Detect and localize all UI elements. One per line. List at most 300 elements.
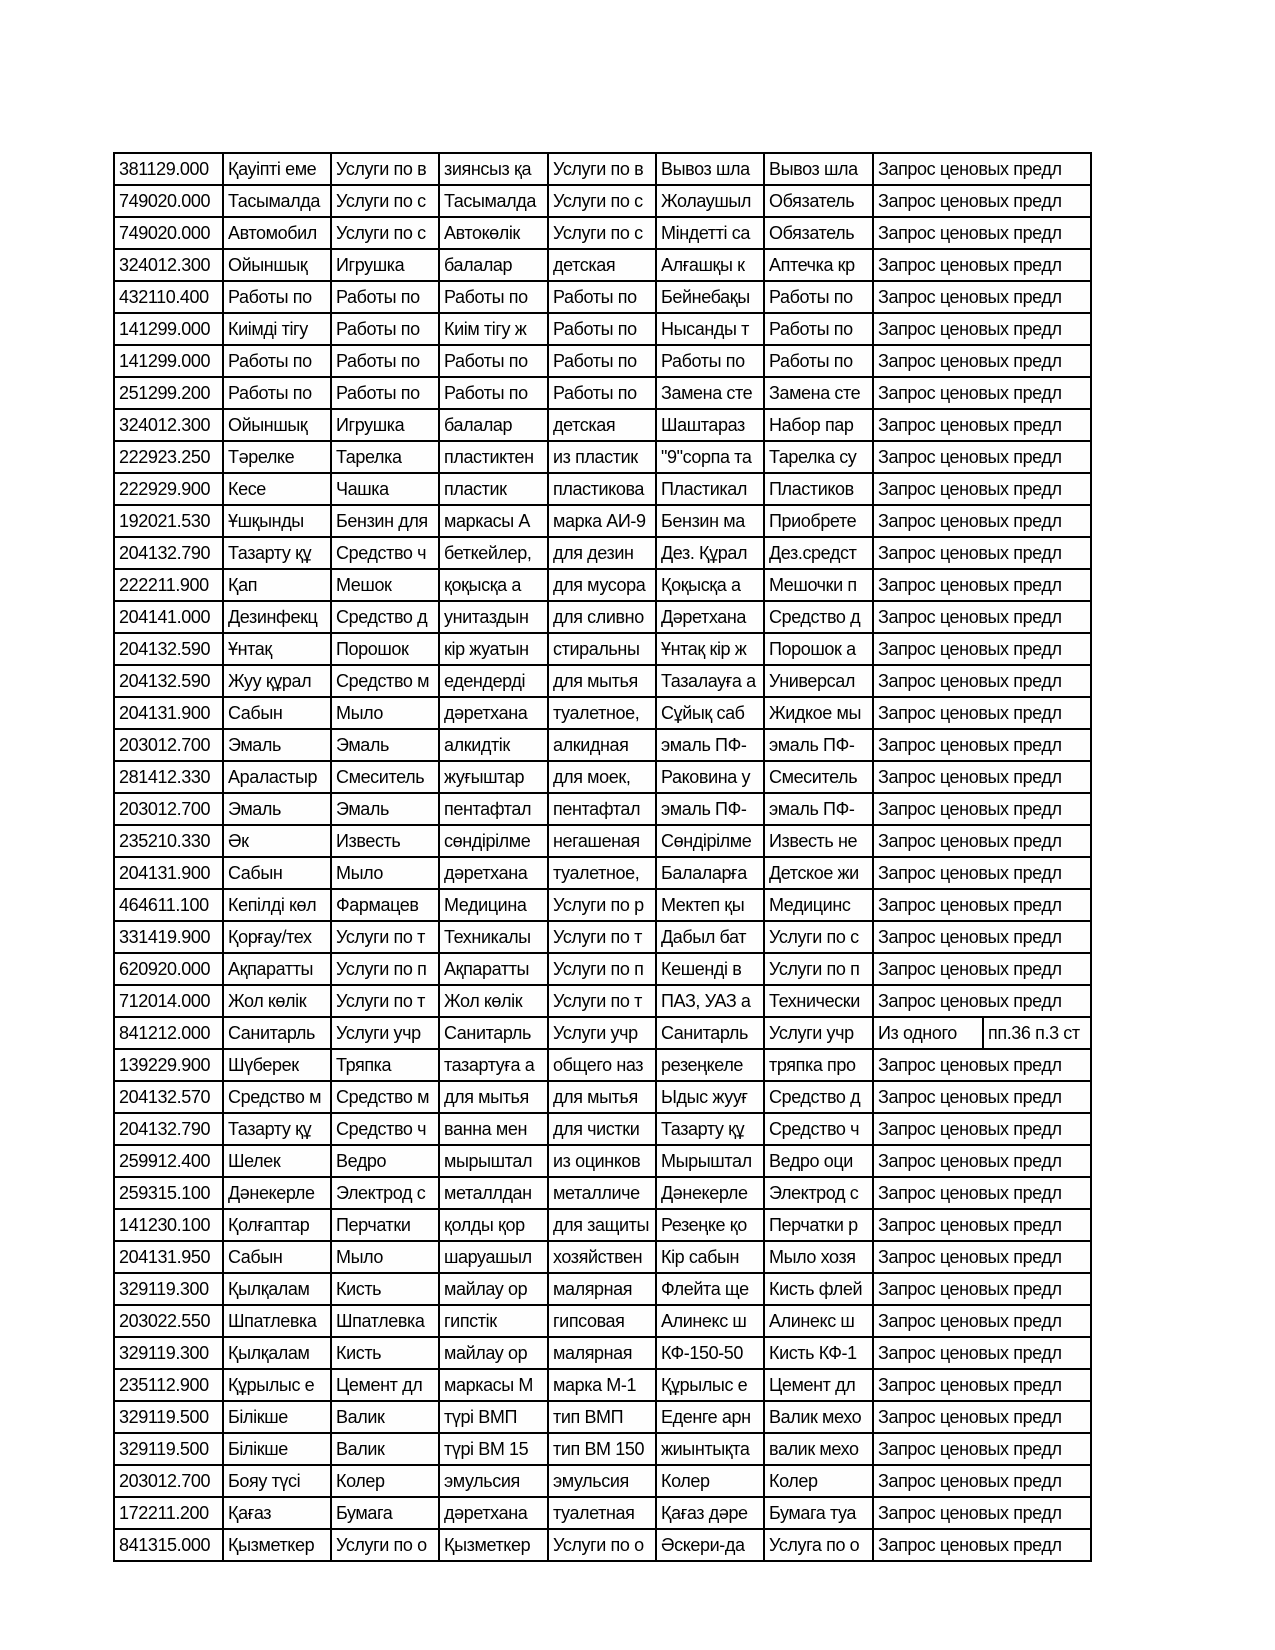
cell-desc-kz: Работы по bbox=[439, 281, 548, 313]
cell-name-kz: Қауіпті еме bbox=[223, 153, 331, 185]
cell-desc-kz: пентафтал bbox=[439, 793, 548, 825]
cell-basis: пп.36 п.3 ст bbox=[983, 1017, 1091, 1049]
cell-desc-ru: общего наз bbox=[548, 1049, 656, 1081]
cell-name-ru: Средство м bbox=[331, 1081, 439, 1113]
cell-char-kz: Алғашқы к bbox=[656, 249, 764, 281]
cell-name-ru: Услуги по п bbox=[331, 953, 439, 985]
cell-method: Запрос ценовых предл bbox=[873, 1081, 1091, 1113]
cell-name-ru: Услуги по в bbox=[331, 153, 439, 185]
cell-method: Запрос ценовых предл bbox=[873, 985, 1091, 1017]
cell-code: 464611.100 bbox=[114, 889, 223, 921]
cell-char-ru: Медицинс bbox=[764, 889, 873, 921]
cell-name-kz: Сабын bbox=[223, 697, 331, 729]
table-row bbox=[114, 249, 1091, 281]
cell-desc-kz: алкидтік bbox=[439, 729, 548, 761]
cell-char-ru: Детское жи bbox=[764, 857, 873, 889]
cell-char-ru: Работы по bbox=[764, 345, 873, 377]
table-row bbox=[114, 793, 1091, 825]
cell-desc-kz: Санитарль bbox=[439, 1017, 548, 1049]
cell-char-kz: Бензин ма bbox=[656, 505, 764, 537]
cell-desc-ru: марка АИ-9 bbox=[548, 505, 656, 537]
cell-desc-kz: балалар bbox=[439, 249, 548, 281]
cell-code: 281412.330 bbox=[114, 761, 223, 793]
cell-desc-ru: пластикова bbox=[548, 473, 656, 505]
cell-char-kz: Мырыштал bbox=[656, 1145, 764, 1177]
cell-desc-kz: маркасы М bbox=[439, 1369, 548, 1401]
cell-name-ru: Цемент дл bbox=[331, 1369, 439, 1401]
cell-desc-ru: для дезин bbox=[548, 537, 656, 569]
cell-name-kz: Шпатлевка bbox=[223, 1305, 331, 1337]
cell-method: Запрос ценовых предл bbox=[873, 441, 1091, 473]
cell-desc-kz: эмульсия bbox=[439, 1465, 548, 1497]
cell-name-kz: Араластыр bbox=[223, 761, 331, 793]
cell-code: 204131.950 bbox=[114, 1241, 223, 1273]
table-row bbox=[114, 505, 1091, 537]
cell-code: 235112.900 bbox=[114, 1369, 223, 1401]
cell-char-ru: Пластиков bbox=[764, 473, 873, 505]
cell-desc-ru: Работы по bbox=[548, 281, 656, 313]
cell-char-kz: Дәретхана bbox=[656, 601, 764, 633]
cell-desc-kz: жуғыштар bbox=[439, 761, 548, 793]
table-row bbox=[114, 601, 1091, 633]
cell-desc-kz: Ақпаратты bbox=[439, 953, 548, 985]
cell-desc-kz: Автокөлік bbox=[439, 217, 548, 249]
cell-char-kz: эмаль ПФ- bbox=[656, 729, 764, 761]
cell-char-kz: Әскери-да bbox=[656, 1529, 764, 1561]
table-row bbox=[114, 1433, 1091, 1465]
cell-char-ru: Известь не bbox=[764, 825, 873, 857]
cell-name-ru: Средство ч bbox=[331, 537, 439, 569]
cell-char-ru: эмаль ПФ- bbox=[764, 729, 873, 761]
cell-desc-ru: для моек, bbox=[548, 761, 656, 793]
cell-char-ru: Технически bbox=[764, 985, 873, 1017]
cell-desc-kz: ванна мен bbox=[439, 1113, 548, 1145]
cell-name-kz: Тазарту құ bbox=[223, 537, 331, 569]
table-row bbox=[114, 1017, 1091, 1049]
cell-desc-ru: марка М-1 bbox=[548, 1369, 656, 1401]
cell-name-kz: Ұнтақ bbox=[223, 633, 331, 665]
cell-char-kz: Міндетті са bbox=[656, 217, 764, 249]
cell-method: Запрос ценовых предл bbox=[873, 1337, 1091, 1369]
cell-char-kz: Нысанды т bbox=[656, 313, 764, 345]
cell-method: Запрос ценовых предл bbox=[873, 313, 1091, 345]
cell-name-kz: Сабын bbox=[223, 857, 331, 889]
cell-desc-ru: Работы по bbox=[548, 345, 656, 377]
cell-char-ru: Дез.средст bbox=[764, 537, 873, 569]
cell-char-kz: Тазарту құ bbox=[656, 1113, 764, 1145]
cell-name-ru: Услуги по с bbox=[331, 185, 439, 217]
table-row bbox=[114, 1465, 1091, 1497]
cell-name-ru: Мешок bbox=[331, 569, 439, 601]
cell-char-kz: Пластикал bbox=[656, 473, 764, 505]
cell-desc-kz: дәретхана bbox=[439, 857, 548, 889]
cell-char-kz: Колер bbox=[656, 1465, 764, 1497]
cell-desc-kz: тазартуға а bbox=[439, 1049, 548, 1081]
cell-method: Запрос ценовых предл bbox=[873, 473, 1091, 505]
cell-method: Запрос ценовых предл bbox=[873, 1241, 1091, 1273]
cell-char-ru: эмаль ПФ- bbox=[764, 793, 873, 825]
cell-name-kz: Қылқалам bbox=[223, 1273, 331, 1305]
table-row bbox=[114, 1209, 1091, 1241]
cell-name-kz: Работы по bbox=[223, 281, 331, 313]
cell-desc-kz: маркасы А bbox=[439, 505, 548, 537]
cell-char-kz: КФ-150-50 bbox=[656, 1337, 764, 1369]
cell-desc-kz: түрі ВМП bbox=[439, 1401, 548, 1433]
cell-char-ru: Средство д bbox=[764, 1081, 873, 1113]
cell-name-kz: Әк bbox=[223, 825, 331, 857]
cell-char-ru: Средство д bbox=[764, 601, 873, 633]
cell-name-ru: Услуги по с bbox=[331, 217, 439, 249]
cell-code: 329119.500 bbox=[114, 1401, 223, 1433]
cell-name-ru: Работы по bbox=[331, 313, 439, 345]
cell-method: Запрос ценовых предл bbox=[873, 889, 1091, 921]
cell-code: 620920.000 bbox=[114, 953, 223, 985]
cell-desc-ru: Услуги по с bbox=[548, 217, 656, 249]
cell-name-ru: Игрушка bbox=[331, 249, 439, 281]
cell-name-ru: Порошок bbox=[331, 633, 439, 665]
cell-code: 141230.100 bbox=[114, 1209, 223, 1241]
cell-desc-ru: алкидная bbox=[548, 729, 656, 761]
cell-char-kz: Раковина у bbox=[656, 761, 764, 793]
cell-desc-ru: для сливно bbox=[548, 601, 656, 633]
cell-char-ru: Бумага туа bbox=[764, 1497, 873, 1529]
cell-char-ru: Ведро оци bbox=[764, 1145, 873, 1177]
cell-name-kz: Тасымалда bbox=[223, 185, 331, 217]
cell-desc-kz: Техникалы bbox=[439, 921, 548, 953]
table-row bbox=[114, 1049, 1091, 1081]
cell-desc-ru: малярная bbox=[548, 1337, 656, 1369]
cell-char-ru: Работы по bbox=[764, 313, 873, 345]
table-row bbox=[114, 1305, 1091, 1337]
cell-name-kz: Шелек bbox=[223, 1145, 331, 1177]
cell-desc-kz: едендерді bbox=[439, 665, 548, 697]
cell-char-kz: Кешенді в bbox=[656, 953, 764, 985]
cell-name-kz: Қолғаптар bbox=[223, 1209, 331, 1241]
cell-char-kz: Тазалауға а bbox=[656, 665, 764, 697]
cell-code: 841315.000 bbox=[114, 1529, 223, 1561]
cell-name-ru: Бумага bbox=[331, 1497, 439, 1529]
cell-desc-kz: мырыштал bbox=[439, 1145, 548, 1177]
cell-char-kz: Сұйық саб bbox=[656, 697, 764, 729]
cell-char-kz: Ұнтақ кір ж bbox=[656, 633, 764, 665]
cell-name-kz: Ұшқынды bbox=[223, 505, 331, 537]
table-row bbox=[114, 633, 1091, 665]
cell-name-ru: Тарелка bbox=[331, 441, 439, 473]
cell-char-ru: Цемент дл bbox=[764, 1369, 873, 1401]
cell-name-ru: Валик bbox=[331, 1433, 439, 1465]
cell-method: Запрос ценовых предл bbox=[873, 1401, 1091, 1433]
cell-code: 222929.900 bbox=[114, 473, 223, 505]
cell-code: 749020.000 bbox=[114, 185, 223, 217]
cell-name-kz: Кепілді көл bbox=[223, 889, 331, 921]
cell-code: 259315.100 bbox=[114, 1177, 223, 1209]
cell-name-kz: Жол көлік bbox=[223, 985, 331, 1017]
cell-desc-ru: хозяйствен bbox=[548, 1241, 656, 1273]
table-row bbox=[114, 1369, 1091, 1401]
cell-code: 331419.900 bbox=[114, 921, 223, 953]
cell-desc-kz: гипстік bbox=[439, 1305, 548, 1337]
table-row bbox=[114, 313, 1091, 345]
cell-code: 329119.300 bbox=[114, 1337, 223, 1369]
cell-name-ru: Смеситель bbox=[331, 761, 439, 793]
cell-name-kz: Ойыншық bbox=[223, 249, 331, 281]
cell-desc-kz: кір жуатын bbox=[439, 633, 548, 665]
cell-desc-kz: зиянсыз қа bbox=[439, 153, 548, 185]
cell-char-ru: Обязатель bbox=[764, 217, 873, 249]
cell-code: 139229.900 bbox=[114, 1049, 223, 1081]
cell-method: Запрос ценовых предл bbox=[873, 281, 1091, 313]
cell-method: Запрос ценовых предл bbox=[873, 377, 1091, 409]
cell-char-ru: валик мехо bbox=[764, 1433, 873, 1465]
cell-code: 841212.000 bbox=[114, 1017, 223, 1049]
cell-name-ru: Средство д bbox=[331, 601, 439, 633]
cell-name-ru: Шпатлевка bbox=[331, 1305, 439, 1337]
cell-method: Запрос ценовых предл bbox=[873, 825, 1091, 857]
cell-desc-kz: пластик bbox=[439, 473, 548, 505]
cell-name-kz: Білікше bbox=[223, 1401, 331, 1433]
table-row bbox=[114, 1401, 1091, 1433]
table-row bbox=[114, 665, 1091, 697]
cell-method: Запрос ценовых предл bbox=[873, 185, 1091, 217]
table-row bbox=[114, 857, 1091, 889]
cell-char-kz: Работы по bbox=[656, 345, 764, 377]
cell-desc-ru: негашеная bbox=[548, 825, 656, 857]
cell-name-ru: Работы по bbox=[331, 377, 439, 409]
table-row bbox=[114, 1529, 1091, 1561]
cell-code: 203022.550 bbox=[114, 1305, 223, 1337]
cell-desc-kz: беткейлер, bbox=[439, 537, 548, 569]
cell-char-ru: Валик мехо bbox=[764, 1401, 873, 1433]
cell-desc-ru: Услуги по т bbox=[548, 921, 656, 953]
cell-desc-ru: Услуги по с bbox=[548, 185, 656, 217]
cell-desc-kz: Медицина bbox=[439, 889, 548, 921]
cell-code: 203012.700 bbox=[114, 1465, 223, 1497]
cell-name-kz: Автомобил bbox=[223, 217, 331, 249]
cell-desc-kz: балалар bbox=[439, 409, 548, 441]
table-row bbox=[114, 889, 1091, 921]
cell-name-ru: Тряпка bbox=[331, 1049, 439, 1081]
cell-char-ru: Смеситель bbox=[764, 761, 873, 793]
table-row bbox=[114, 569, 1091, 601]
cell-name-ru: Игрушка bbox=[331, 409, 439, 441]
table-row bbox=[114, 1273, 1091, 1305]
cell-name-kz: Құрылыс е bbox=[223, 1369, 331, 1401]
cell-method: Запрос ценовых предл bbox=[873, 1497, 1091, 1529]
cell-name-ru: Колер bbox=[331, 1465, 439, 1497]
cell-desc-kz: дәретхана bbox=[439, 697, 548, 729]
cell-method: Запрос ценовых предл bbox=[873, 249, 1091, 281]
cell-code: 259912.400 bbox=[114, 1145, 223, 1177]
cell-desc-kz: Работы по bbox=[439, 345, 548, 377]
cell-name-kz: Работы по bbox=[223, 377, 331, 409]
cell-code: 251299.200 bbox=[114, 377, 223, 409]
cell-code: 329119.500 bbox=[114, 1433, 223, 1465]
cell-char-kz: Сөндірілме bbox=[656, 825, 764, 857]
cell-code: 235210.330 bbox=[114, 825, 223, 857]
cell-method: Запрос ценовых предл bbox=[873, 1209, 1091, 1241]
cell-char-ru: Универсал bbox=[764, 665, 873, 697]
cell-name-kz: Эмаль bbox=[223, 729, 331, 761]
cell-name-ru: Эмаль bbox=[331, 793, 439, 825]
cell-method: Запрос ценовых предл bbox=[873, 1529, 1091, 1561]
cell-char-ru: Перчатки р bbox=[764, 1209, 873, 1241]
cell-char-kz: Вывоз шла bbox=[656, 153, 764, 185]
cell-char-ru: Тарелка су bbox=[764, 441, 873, 473]
cell-name-kz: Қызметкер bbox=[223, 1529, 331, 1561]
cell-name-ru: Известь bbox=[331, 825, 439, 857]
cell-char-ru: Набор пар bbox=[764, 409, 873, 441]
cell-code: 204131.900 bbox=[114, 697, 223, 729]
cell-desc-kz: қоқысқа а bbox=[439, 569, 548, 601]
cell-code: 141299.000 bbox=[114, 345, 223, 377]
procurement-table-body bbox=[114, 153, 1091, 1561]
cell-name-ru: Услуги по о bbox=[331, 1529, 439, 1561]
cell-desc-kz: Қызметкер bbox=[439, 1529, 548, 1561]
cell-name-kz: Средство м bbox=[223, 1081, 331, 1113]
cell-name-kz: Санитарль bbox=[223, 1017, 331, 1049]
cell-char-ru: Мыло хозя bbox=[764, 1241, 873, 1273]
cell-code: 141299.000 bbox=[114, 313, 223, 345]
cell-char-kz: ПАЗ, УАЗ а bbox=[656, 985, 764, 1017]
cell-char-ru: Услуги по с bbox=[764, 921, 873, 953]
cell-method: Запрос ценовых предл bbox=[873, 217, 1091, 249]
cell-desc-kz: қолды қор bbox=[439, 1209, 548, 1241]
cell-name-kz: Ойыншық bbox=[223, 409, 331, 441]
cell-name-ru: Мыло bbox=[331, 1241, 439, 1273]
cell-name-kz: Тазарту құ bbox=[223, 1113, 331, 1145]
cell-desc-ru: для защиты bbox=[548, 1209, 656, 1241]
cell-method: Из одного bbox=[873, 1017, 983, 1049]
cell-name-kz: Кесе bbox=[223, 473, 331, 505]
cell-char-ru: Работы по bbox=[764, 281, 873, 313]
cell-desc-ru: туалетная bbox=[548, 1497, 656, 1529]
cell-method: Запрос ценовых предл bbox=[873, 761, 1091, 793]
cell-name-kz: Сабын bbox=[223, 1241, 331, 1273]
cell-code: 192021.530 bbox=[114, 505, 223, 537]
cell-char-kz: Шаштараз bbox=[656, 409, 764, 441]
cell-desc-kz: для мытья bbox=[439, 1081, 548, 1113]
cell-code: 172211.200 bbox=[114, 1497, 223, 1529]
table-row bbox=[114, 1497, 1091, 1529]
cell-desc-kz: дәретхана bbox=[439, 1497, 548, 1529]
cell-code: 203012.700 bbox=[114, 729, 223, 761]
table-row bbox=[114, 1241, 1091, 1273]
cell-desc-ru: пентафтал bbox=[548, 793, 656, 825]
cell-method: Запрос ценовых предл bbox=[873, 857, 1091, 889]
cell-method: Запрос ценовых предл bbox=[873, 697, 1091, 729]
cell-name-ru: Работы по bbox=[331, 281, 439, 313]
cell-char-kz: Дабыл бат bbox=[656, 921, 764, 953]
cell-desc-ru: детская bbox=[548, 409, 656, 441]
cell-name-ru: Услуги учр bbox=[331, 1017, 439, 1049]
cell-method: Запрос ценовых предл bbox=[873, 1049, 1091, 1081]
cell-code: 204132.590 bbox=[114, 633, 223, 665]
cell-code: 204131.900 bbox=[114, 857, 223, 889]
table-row bbox=[114, 537, 1091, 569]
cell-desc-kz: Тасымалда bbox=[439, 185, 548, 217]
table-row bbox=[114, 345, 1091, 377]
cell-name-ru: Эмаль bbox=[331, 729, 439, 761]
cell-name-kz: Қорғау/тех bbox=[223, 921, 331, 953]
cell-char-ru: Порошок а bbox=[764, 633, 873, 665]
cell-name-kz: Дәнекерле bbox=[223, 1177, 331, 1209]
cell-desc-ru: Работы по bbox=[548, 377, 656, 409]
cell-code: 329119.300 bbox=[114, 1273, 223, 1305]
cell-char-ru: Аптечка кр bbox=[764, 249, 873, 281]
cell-name-ru: Работы по bbox=[331, 345, 439, 377]
table-row bbox=[114, 1177, 1091, 1209]
table-row bbox=[114, 1145, 1091, 1177]
cell-method: Запрос ценовых предл bbox=[873, 1177, 1091, 1209]
cell-code: 204132.590 bbox=[114, 665, 223, 697]
cell-desc-ru: Услуги учр bbox=[548, 1017, 656, 1049]
cell-code: 381129.000 bbox=[114, 153, 223, 185]
cell-method: Запрос ценовых предл bbox=[873, 633, 1091, 665]
cell-method: Запрос ценовых предл bbox=[873, 569, 1091, 601]
cell-desc-ru: гипсовая bbox=[548, 1305, 656, 1337]
cell-desc-ru: туалетное, bbox=[548, 697, 656, 729]
cell-desc-ru: Работы по bbox=[548, 313, 656, 345]
cell-desc-ru: Услуги по в bbox=[548, 153, 656, 185]
cell-char-ru: Замена сте bbox=[764, 377, 873, 409]
cell-name-ru: Услуги по т bbox=[331, 921, 439, 953]
table-row bbox=[114, 153, 1091, 185]
cell-name-ru: Валик bbox=[331, 1401, 439, 1433]
cell-char-kz: Қоқысқа а bbox=[656, 569, 764, 601]
cell-desc-ru: металличе bbox=[548, 1177, 656, 1209]
cell-char-kz: Кір сабын bbox=[656, 1241, 764, 1273]
cell-code: 204132.790 bbox=[114, 537, 223, 569]
cell-char-kz: Замена сте bbox=[656, 377, 764, 409]
cell-name-kz: Ақпаратты bbox=[223, 953, 331, 985]
cell-char-ru: Услуги учр bbox=[764, 1017, 873, 1049]
cell-desc-ru: тип ВМ 150 bbox=[548, 1433, 656, 1465]
cell-desc-kz: пластиктен bbox=[439, 441, 548, 473]
table-row bbox=[114, 441, 1091, 473]
cell-char-ru: Обязатель bbox=[764, 185, 873, 217]
cell-name-kz: Дезинфекц bbox=[223, 601, 331, 633]
cell-code: 712014.000 bbox=[114, 985, 223, 1017]
procurement-table bbox=[113, 152, 1092, 1562]
cell-char-ru: Электрод с bbox=[764, 1177, 873, 1209]
cell-desc-kz: Работы по bbox=[439, 377, 548, 409]
cell-name-kz: Қылқалам bbox=[223, 1337, 331, 1369]
cell-method: Запрос ценовых предл bbox=[873, 1465, 1091, 1497]
cell-char-kz: Мектеп қы bbox=[656, 889, 764, 921]
cell-method: Запрос ценовых предл bbox=[873, 953, 1091, 985]
cell-name-kz: Бояу түсі bbox=[223, 1465, 331, 1497]
table-row bbox=[114, 473, 1091, 505]
cell-char-ru: Услуга по о bbox=[764, 1529, 873, 1561]
cell-code: 324012.300 bbox=[114, 409, 223, 441]
cell-char-ru: Средство ч bbox=[764, 1113, 873, 1145]
cell-code: 204132.790 bbox=[114, 1113, 223, 1145]
cell-name-ru: Кисть bbox=[331, 1273, 439, 1305]
cell-name-ru: Ведро bbox=[331, 1145, 439, 1177]
cell-char-kz: эмаль ПФ- bbox=[656, 793, 764, 825]
cell-name-ru: Перчатки bbox=[331, 1209, 439, 1241]
cell-char-kz: резеңкеле bbox=[656, 1049, 764, 1081]
table-row bbox=[114, 1113, 1091, 1145]
cell-desc-kz: Жол көлік bbox=[439, 985, 548, 1017]
table-row bbox=[114, 409, 1091, 441]
cell-name-kz: Киімді тігу bbox=[223, 313, 331, 345]
cell-name-kz: Қағаз bbox=[223, 1497, 331, 1529]
cell-desc-ru: эмульсия bbox=[548, 1465, 656, 1497]
cell-char-ru: Кисть флей bbox=[764, 1273, 873, 1305]
cell-method: Запрос ценовых предл bbox=[873, 537, 1091, 569]
cell-char-ru: Приобрете bbox=[764, 505, 873, 537]
